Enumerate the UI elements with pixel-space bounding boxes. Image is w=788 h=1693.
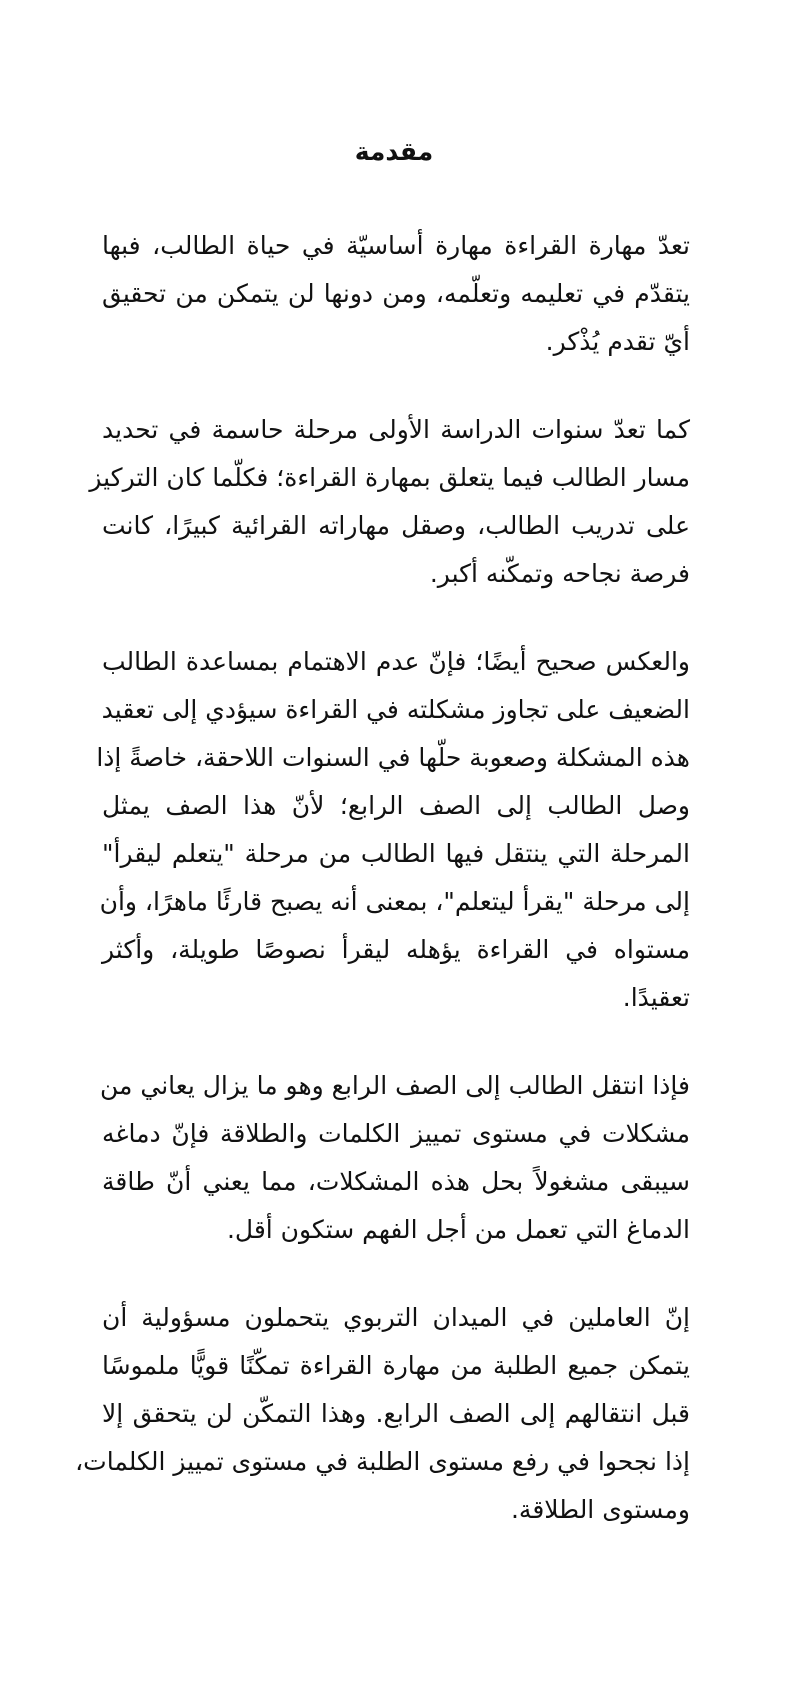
text-line: إلى مرحلة "يقرأ ليتعلم"، بمعنى أنه يصبح قارئًا ماهرًا، وأن xyxy=(99,887,690,916)
paragraph-2 xyxy=(89,406,690,598)
text-line: والعكس صحيح أيضًا؛ فإنّ عدم الاهتمام بمساعدة الطالب xyxy=(102,647,690,676)
text-line: فإذا انتقل الطالب إلى الصف الرابع وهو ما يزال يعاني من xyxy=(100,1071,690,1100)
text-line: مشكلات في مستوى تمييز الكلمات والطلاقة فإنّ دماغه xyxy=(102,1119,690,1148)
document-body xyxy=(75,222,690,1574)
text-line: يتمكن جميع الطلبة من مهارة القراءة تمكّنًا قويًّا ملموسًا xyxy=(102,1351,690,1380)
text-line: ومستوى الطلاقة. xyxy=(510,1495,690,1524)
text-line: كما تعدّ سنوات الدراسة الأولى مرحلة حاسمة في تحديد xyxy=(102,415,690,444)
paragraph-4 xyxy=(102,1062,690,1254)
text-line: سيبقى مشغولاً بحل هذه المشكلات، مما يعني أنّ طاقة xyxy=(102,1167,690,1196)
text-line: هذه المشكلة وصعوبة حلّها في السنوات اللاحقة، خاصةً إذا xyxy=(96,743,690,772)
text-line: أيّ تقدم يُذْكر. xyxy=(545,327,690,356)
text-line: يتقدّم في تعليمه وتعلّمه، ومن دونها لن يتمكن من تحقيق xyxy=(102,279,690,308)
text-line: إذا نجحوا في رفع مستوى الطلبة في مستوى تمييز الكلمات، xyxy=(75,1447,690,1476)
paragraph-5 xyxy=(75,1294,690,1534)
text-line: مسار الطالب فيما يتعلق بمهارة القراءة؛ فكلّما كان التركيز xyxy=(89,463,690,492)
text-line: فرصة نجاحه وتمكّنه أكبر. xyxy=(429,559,690,588)
text-line: قبل انتقالهم إلى الصف الرابع. وهذا التمكّن لن يتحقق إلا xyxy=(102,1399,690,1428)
text-line: المرحلة التي ينتقل فيها الطالب من مرحلة "يتعلم ليقرأ" xyxy=(102,839,690,868)
text-line: على تدريب الطالب، وصقل مهاراته القرائية كبيرًا، كانت xyxy=(102,511,690,540)
text-line: إنّ العاملين في الميدان التربوي يتحملون مسؤولية أن xyxy=(102,1303,690,1332)
text-line: تعدّ مهارة القراءة مهارة أساسيّة في حياة الطالب، فبها xyxy=(102,231,690,260)
text-line: تعقيدًا. xyxy=(622,983,690,1012)
text-line: الضعيف على تجاوز مشكلته في القراءة سيؤدي إلى تعقيد xyxy=(101,695,690,724)
paragraph-1 xyxy=(102,222,690,366)
text-line: الدماغ التي تعمل من أجل الفهم ستكون أقل. xyxy=(226,1215,690,1244)
text-line: وصل الطالب إلى الصف الرابع؛ لأنّ هذا الصف يمثل xyxy=(102,791,690,820)
text-line: مستواه في القراءة يؤهله ليقرأ نصوصًا طويلة، وأكثر xyxy=(102,935,690,964)
paragraph-3 xyxy=(96,638,690,1022)
page-title: مقدمة xyxy=(354,137,434,166)
